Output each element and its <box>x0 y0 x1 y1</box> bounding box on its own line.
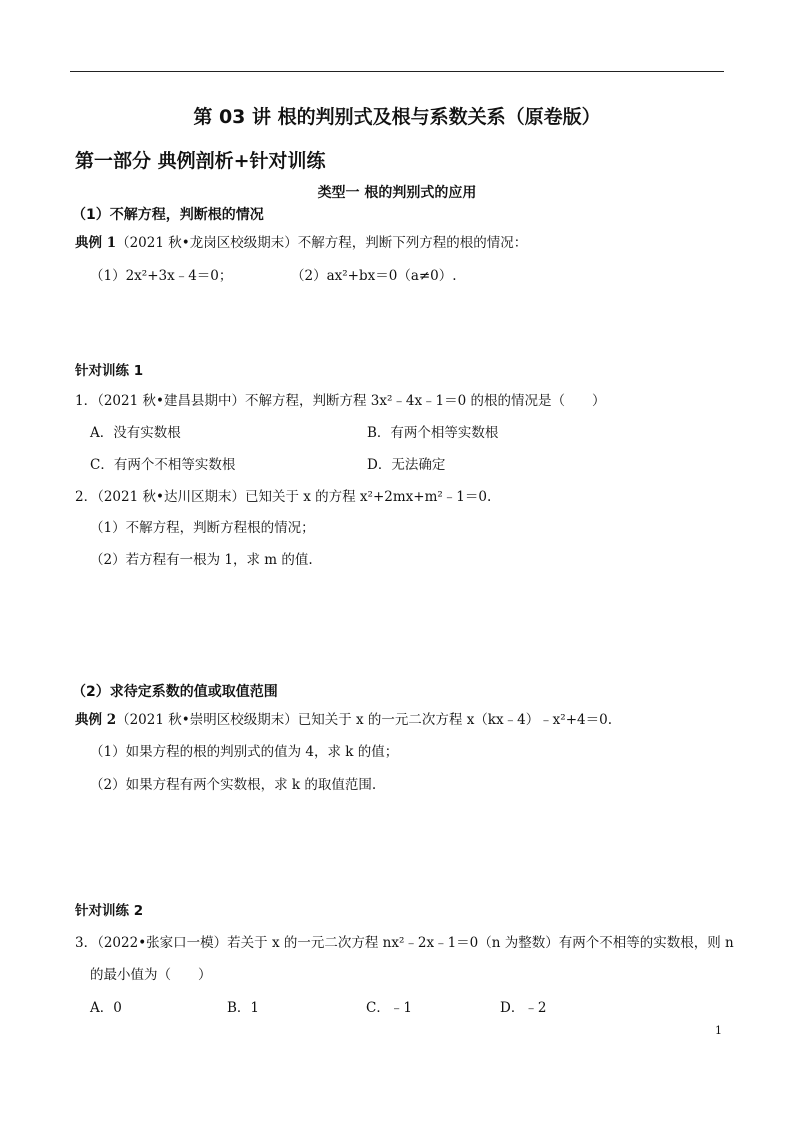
question-1-option-b: B．有两个相等实数根 <box>367 425 499 441</box>
training-2-label: 针对训练 2 <box>75 903 144 919</box>
question-3-stem-line-1: 3．（2022•张家口一模）若关于 x 的一元二次方程 nx²﹣2x﹣1＝0（n 为整数）有两个不相等的实数根，则 n <box>75 935 734 951</box>
page-number: 1 <box>715 1024 722 1037</box>
training-1-label: 针对训练 1 <box>75 363 144 379</box>
question-2-sub-1: （1）不解方程，判断方程根的情况； <box>90 520 315 536</box>
example-1-label: 典例 1 <box>75 235 117 251</box>
header-rule <box>70 71 724 72</box>
example-1-item-2: （2）ax²+bx＝0（a≠0）. <box>291 268 457 284</box>
page-title: 第 03 讲 根的判别式及根与系数关系（原卷版） <box>193 106 601 128</box>
question-1-option-c: C．有两个不相等实数根 <box>90 457 236 473</box>
question-1-option-a: A．没有实数根 <box>90 425 181 441</box>
example-2-text: （2021 秋•崇明区校级期末）已知关于 x 的一元二次方程 x（kx﹣4）﹣x²+4＝0. <box>116 712 612 728</box>
question-3-option-c: C．﹣1 <box>366 1000 412 1016</box>
example-2 <box>75 708 612 728</box>
section-1-heading: （1）不解方程，判断根的情况 <box>72 207 264 223</box>
example-1-item-1: （1）2x²+3x﹣4＝0； <box>90 268 233 284</box>
question-3-stem-line-2: 的最小值为（ ） <box>90 967 212 983</box>
question-1-stem: 1．（2021 秋•建昌县期中）不解方程，判断方程 3x²﹣4x﹣1＝0 的根的情况是（ ） <box>75 393 606 409</box>
question-3-option-a: A．0 <box>90 1000 122 1016</box>
example-2-label: 典例 2 <box>75 712 117 728</box>
type-heading: 类型一 根的判别式的应用 <box>317 185 477 201</box>
example-2-sub-1: （1）如果方程的根的判别式的值为 4，求 k 的值； <box>90 744 399 760</box>
question-3-option-d: D．﹣2 <box>500 1000 547 1016</box>
question-2-sub-2: （2）若方程有一根为 1，求 m 的值. <box>90 552 313 568</box>
example-2-sub-2: （2）如果方程有两个实数根，求 k 的取值范围. <box>90 777 377 793</box>
example-1-text: （2021 秋•龙岗区校级期末）不解方程，判断下列方程的根的情况： <box>116 235 528 251</box>
question-1-option-d: D．无法确定 <box>367 457 446 473</box>
section-2-heading: （2）求待定系数的值或取值范围 <box>72 684 278 700</box>
part-heading: 第一部分 典例剖析+针对训练 <box>75 150 326 172</box>
example-1 <box>75 231 527 251</box>
question-3-option-b: B．1 <box>227 1000 260 1016</box>
question-2-stem: 2．（2021 秋•达川区期末）已知关于 x 的方程 x²+2mx+m²﹣1＝0. <box>75 489 492 505</box>
